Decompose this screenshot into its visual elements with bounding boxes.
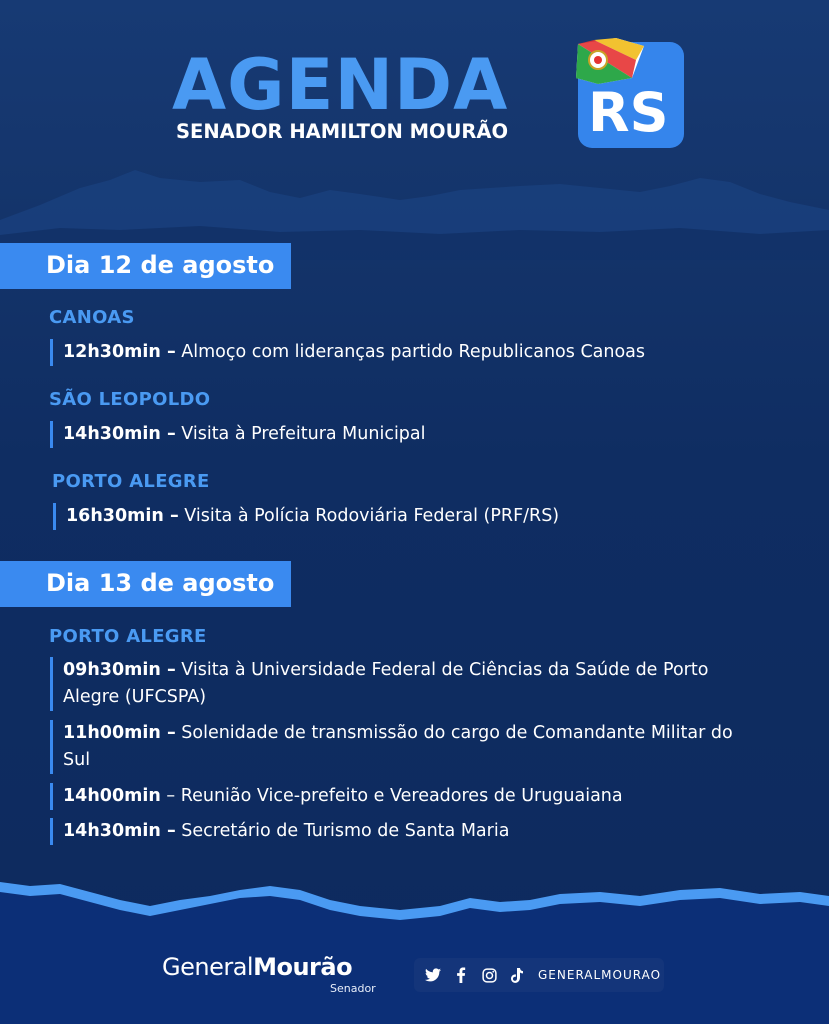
agenda-item: [50, 783, 763, 810]
city-heading: SÃO LEOPOLDO: [49, 389, 211, 410]
agenda-description: Secretário de Turismo de Santa Maria: [175, 821, 510, 841]
social-handle[interactable]: GENERALMOURAO: [538, 968, 662, 982]
agenda-item: [50, 720, 753, 774]
agenda-time: 16h30min –: [66, 506, 179, 526]
city-heading: PORTO ALEGRE: [52, 471, 210, 492]
agenda-time: 09h30min –: [63, 660, 176, 680]
instagram-icon[interactable]: [480, 966, 498, 984]
agenda-description: – Reunião Vice-prefeito e Vereadores de Uruguaiana: [160, 786, 623, 806]
rs-badge-label: RS: [588, 81, 669, 144]
day-banner: [0, 561, 291, 607]
agenda-description: Solenidade de transmissão do cargo de Comandante Militar do Sul: [63, 723, 733, 770]
brand-logo-light: General: [162, 953, 254, 981]
agenda-time: 12h30min –: [63, 342, 176, 362]
brand-logo-sub: Senador: [330, 982, 376, 995]
agenda-time: 14h00min: [63, 786, 161, 806]
senator-subtitle: SENADOR HAMILTON MOURÃO: [176, 120, 509, 143]
agenda-description: Visita à Polícia Rodoviária Federal (PRF/RS): [178, 506, 560, 526]
city-heading: CANOAS: [49, 307, 135, 328]
social-bar: [414, 958, 664, 992]
agenda-time: 14h30min –: [63, 821, 176, 841]
day-label: Dia 13 de agosto: [46, 569, 275, 597]
agenda-time: 14h30min –: [63, 424, 176, 444]
day-banner: [0, 243, 291, 289]
day-label: Dia 12 de agosto: [46, 251, 275, 279]
agenda-item: [53, 503, 766, 530]
agenda-description: Visita à Universidade Federal de Ciências da Saúde de Porto Alegre (UFCSPA): [63, 660, 709, 707]
mountains-silhouette-bottom: [0, 870, 829, 1024]
rs-flag-icon: [576, 38, 646, 84]
agenda-item: [50, 818, 763, 845]
tiktok-icon[interactable]: [508, 966, 526, 984]
brand-logo-bold: Mourão: [253, 953, 353, 981]
agenda-description: Almoço com lideranças partido Republicanos Canoas: [175, 342, 646, 362]
agenda-item: [50, 339, 763, 366]
twitter-icon[interactable]: [424, 966, 442, 984]
agenda-description: Visita à Prefeitura Municipal: [175, 424, 426, 444]
city-heading: PORTO ALEGRE: [49, 626, 207, 647]
brand-logo: [162, 953, 352, 981]
agenda-time: 11h00min –: [63, 723, 176, 743]
agenda-item: [50, 657, 753, 711]
agenda-title: AGENDA: [172, 44, 509, 126]
facebook-icon[interactable]: [452, 966, 470, 984]
agenda-item: [50, 421, 763, 448]
